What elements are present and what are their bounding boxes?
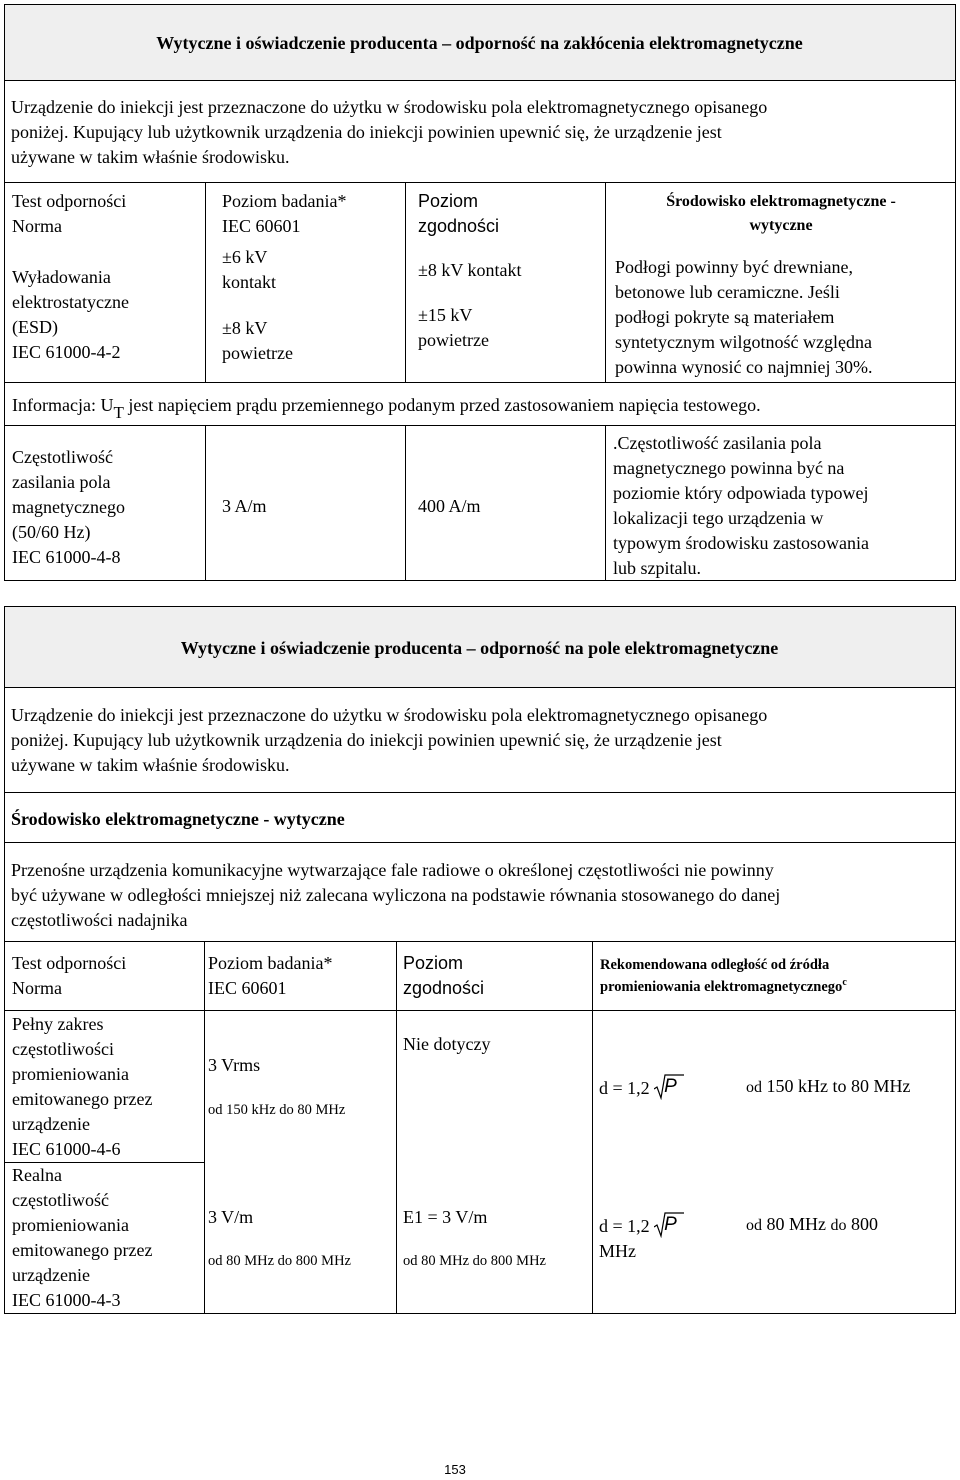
s1-header-test: Test odporności Norma: [12, 191, 127, 236]
radiated-level: 3 V/m: [208, 1207, 254, 1227]
esd-level-contact: ±6 kV kontakt: [222, 247, 276, 292]
conducted-test: Pełny zakres częstotliwości promieniowania emitowanego przez urządzenie IEC 61000-4-6: [12, 1014, 153, 1159]
s2-header-level: Poziom badania* IEC 60601: [208, 953, 333, 998]
sqrt-icon: P: [654, 1074, 684, 1100]
section2-intro: Urządzenie do iniekcji jest przeznaczone do użytku w środowisku pola elektromagnetycznego opisanego poniżej. Kupujący lub użytkownik urządzenia do iniekcji powinien upewnić się, że urządzenie jest używane w takim właśnie środowisku.: [11, 705, 768, 775]
s2-header-test: Test odporności Norma: [12, 953, 127, 998]
conducted-compliance: Nie dotyczy: [403, 1034, 491, 1054]
s2-header-distance: Rekomendowana odległość od źródła promieniowania elektromagnetycznego$^c$: [600, 957, 847, 995]
radiated-formula: d = 1,2 P MHz: [599, 1212, 684, 1264]
section1-title: Wytyczne i oświadczenie producenta – odporność na zakłócenia elektromagnetyczne: [156, 33, 803, 53]
magnetic-compliance: 400 A/m: [418, 496, 481, 516]
page-number: 153: [444, 1462, 466, 1477]
magnetic-level: 3 A/m: [222, 496, 267, 516]
s1-header-environment: Środowisko elektromagnetyczne - wytyczne: [666, 193, 896, 234]
ut-note: Informacja: $U_T$ jest napięciem prądu przemiennego podanym przed zastosowaniem napięcia testowego.: [12, 395, 761, 422]
esd-level-air: ±8 kV powietrze: [222, 318, 293, 363]
conducted-range: od 150 kHz to 80 MHz: [746, 1076, 911, 1096]
section2-env-heading: Środowisko elektromagnetyczne - wytyczne: [11, 809, 345, 829]
s1-header-level: Poziom badania* IEC 60601: [222, 191, 347, 236]
section2-title: Wytyczne i oświadczenie producenta – odporność na pole elektromagnetyczne: [180, 638, 779, 658]
section1-intro: Urządzenie do iniekcji jest przeznaczone do użytku w środowisku pola elektromagnetycznego opisanego poniżej. Kupujący lub użytkownik urządzenia do iniekcji powinien upewnić się, że urządzenie jest używane w takim właśnie środowisku.: [11, 97, 768, 167]
sqrt-icon: P: [654, 1212, 684, 1238]
esd-compliance-contact: ±8 kV kontakt: [418, 260, 522, 280]
conducted-level: 3 Vrms: [208, 1055, 261, 1075]
s1-header-compliance: Poziom zgodności: [418, 191, 500, 236]
section2-env-text: Przenośne urządzenia komunikacyjne wytwarzające fale radiowe o określonej częstotliwości nie powinny być używane w odległości mniejszej niż zalecana wyliczona na podstawie równania stosowanego do danej częstotliwości nadajnika: [11, 860, 781, 930]
esd-test: Wyładowania elektrostatyczne (ESD) IEC 61000-4-2: [12, 267, 129, 362]
s2-header-compliance: Poziom zgodności: [403, 953, 485, 998]
radiated-level-range: od 80 MHz do 800 MHz: [208, 1253, 351, 1269]
radiated-test: Realna częstotliwość promieniowania emitowanego przez urządzenie IEC 61000-4-3: [12, 1165, 153, 1310]
esd-compliance-air: ±15 kV powietrze: [418, 305, 489, 350]
radiated-compliance-range: od 80 MHz do 800 MHz: [403, 1253, 546, 1269]
radiated-compliance: E1 = 3 V/m: [403, 1207, 488, 1227]
conducted-formula: d = 1,2 P: [599, 1074, 684, 1101]
radiated-range: od 80 MHz do 800: [746, 1214, 878, 1234]
magnetic-environment: .Częstotliwość zasilania pola magnetycznego powinna być na poziomie który odpowiada typowej lokalizacji tego urządzenia w typowym środowisku zastosowania lub szpitalu.: [613, 433, 869, 578]
esd-environment: Podłogi powinny być drewniane, betonowe lub ceramiczne. Jeśli podłogi pokryte są materiałem syntetycznym wilgotność względna powinna wynosić co najmniej 30%.: [615, 257, 873, 377]
magnetic-test: Częstotliwość zasilania pola magnetycznego (50/60 Hz) IEC 61000-4-8: [12, 447, 125, 567]
conducted-level-range: od 150 kHz do 80 MHz: [208, 1102, 346, 1118]
